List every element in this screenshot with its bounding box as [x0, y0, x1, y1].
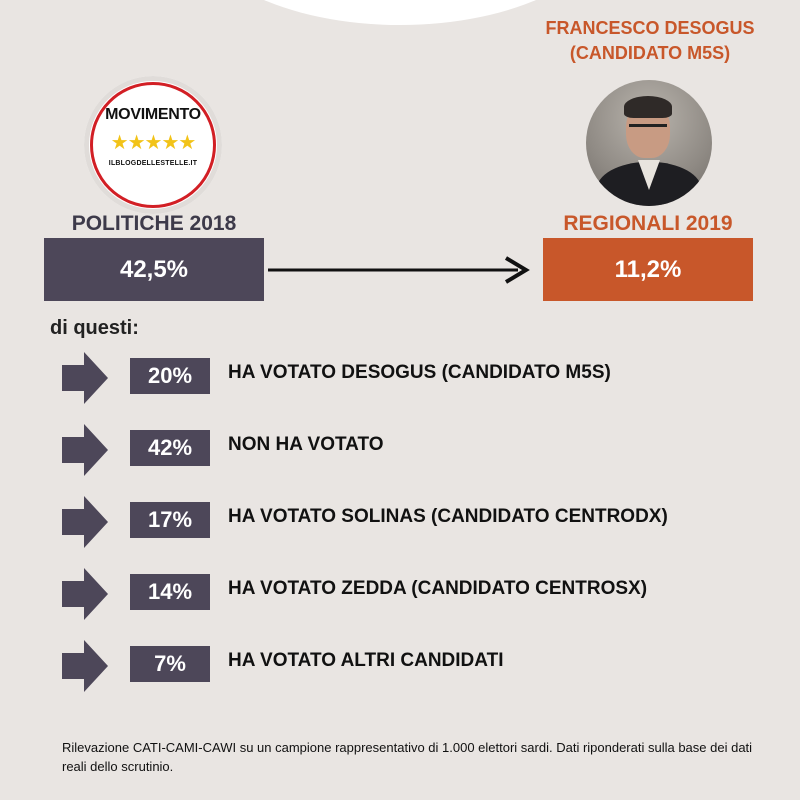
row-arrow-icon	[62, 496, 108, 548]
row-arrow-icon	[62, 424, 108, 476]
subtitle: di questi:	[50, 317, 139, 339]
row-value: 42%	[130, 430, 210, 466]
politiche-2018-label: POLITICHE 2018	[71, 212, 237, 235]
photo-hair	[624, 96, 672, 118]
photo-glasses	[629, 124, 667, 135]
row-arrow-icon	[62, 640, 108, 692]
row-label: HA VOTATO SOLINAS (CANDIDATO CENTRODX)	[228, 506, 668, 527]
candidate-name-line1: FRANCESCO DESOGUS	[545, 18, 755, 38]
regionali-2019-label: REGIONALI 2019	[563, 212, 733, 235]
candidate-name-line2: (CANDIDATO M5S)	[569, 43, 731, 63]
logo-blog-text: ILBLOGDELLESTELLE.IT	[108, 160, 198, 167]
breakdown-row	[0, 568, 800, 620]
politiche-2018-value: 42,5%	[44, 238, 264, 301]
breakdown-row	[0, 496, 800, 548]
logo-word: MOVIMENTO	[105, 106, 201, 123]
row-arrow-icon	[62, 352, 108, 404]
row-value: 20%	[130, 358, 210, 394]
breakdown-row	[0, 424, 800, 476]
breakdown-row	[0, 352, 800, 404]
row-label: NON HA VOTATO	[228, 434, 384, 455]
row-label: HA VOTATO ALTRI CANDIDATI	[228, 650, 504, 671]
row-label: HA VOTATO ZEDDA (CANDIDATO CENTROSX)	[228, 578, 648, 599]
candidate-name	[530, 16, 770, 66]
candidate-photo	[586, 80, 712, 206]
breakdown-row	[0, 640, 800, 692]
row-arrow-icon	[62, 568, 108, 620]
regionali-2019-value: 11,2%	[543, 238, 753, 301]
logo-stars-icon: ★★★★★	[110, 132, 196, 154]
m5s-logo	[84, 76, 222, 214]
row-value: 7%	[130, 646, 210, 682]
transition-arrow-icon	[268, 252, 540, 288]
row-value: 14%	[130, 574, 210, 610]
row-label: HA VOTATO DESOGUS (CANDIDATO M5S)	[228, 362, 611, 383]
footnote: Rilevazione CATI-CAMI-CAWI su un campione rappresentativo di 1.000 elettori sardi. Dati riponderati sulla base dei dati reali dello scrutinio.	[62, 740, 753, 774]
row-value: 17%	[130, 502, 210, 538]
